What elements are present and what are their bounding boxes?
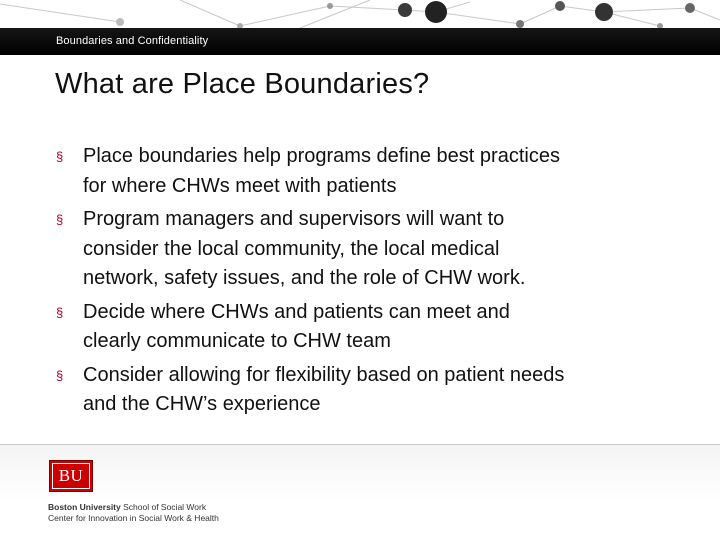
- footer-background: [0, 445, 720, 540]
- bullet-line: Program managers and supervisors will want to: [83, 208, 505, 230]
- bullet-line: Decide where CHWs and patients can meet and: [83, 300, 510, 323]
- bullet-line: clearly communicate to CHW team: [83, 330, 391, 352]
- footer-institution: [48, 502, 206, 513]
- bullet-item: [54, 361, 694, 420]
- bu-logo: [49, 460, 93, 492]
- bullet-line: Consider allowing for flexibility based on patient needs: [83, 363, 565, 386]
- slide-title: What are Place Boundaries?: [55, 68, 430, 100]
- bullet-line: network, safety issues, and the role of CHW work.: [83, 267, 526, 289]
- bu-logo-text: BU: [52, 463, 90, 489]
- section-label: Boundaries and Confidentiality: [56, 35, 209, 47]
- bullet-line: for where CHWs meet with patients: [83, 174, 397, 197]
- network-graphic: [0, 0, 720, 30]
- bullet-line: consider the local community, the local medical: [83, 237, 500, 260]
- bullet-line: Place boundaries help programs define best practices: [83, 145, 560, 167]
- bullet-marker-icon: §: [56, 212, 64, 227]
- footer-center-name: Center for Innovation in Social Work & Health: [48, 513, 219, 523]
- school-name: School of Social Work: [120, 502, 207, 512]
- bullet-list: [54, 142, 694, 424]
- bullet-item: [54, 205, 694, 294]
- bullet-marker-icon: §: [56, 149, 64, 164]
- bullet-item: [54, 142, 694, 201]
- bullet-marker-icon: §: [56, 304, 64, 320]
- bullet-item: [54, 298, 694, 357]
- bullet-marker-icon: §: [56, 367, 64, 383]
- university-name: Boston University: [48, 502, 121, 512]
- bullet-line: and the CHW’s experience: [83, 393, 321, 415]
- header-bar: [0, 28, 720, 55]
